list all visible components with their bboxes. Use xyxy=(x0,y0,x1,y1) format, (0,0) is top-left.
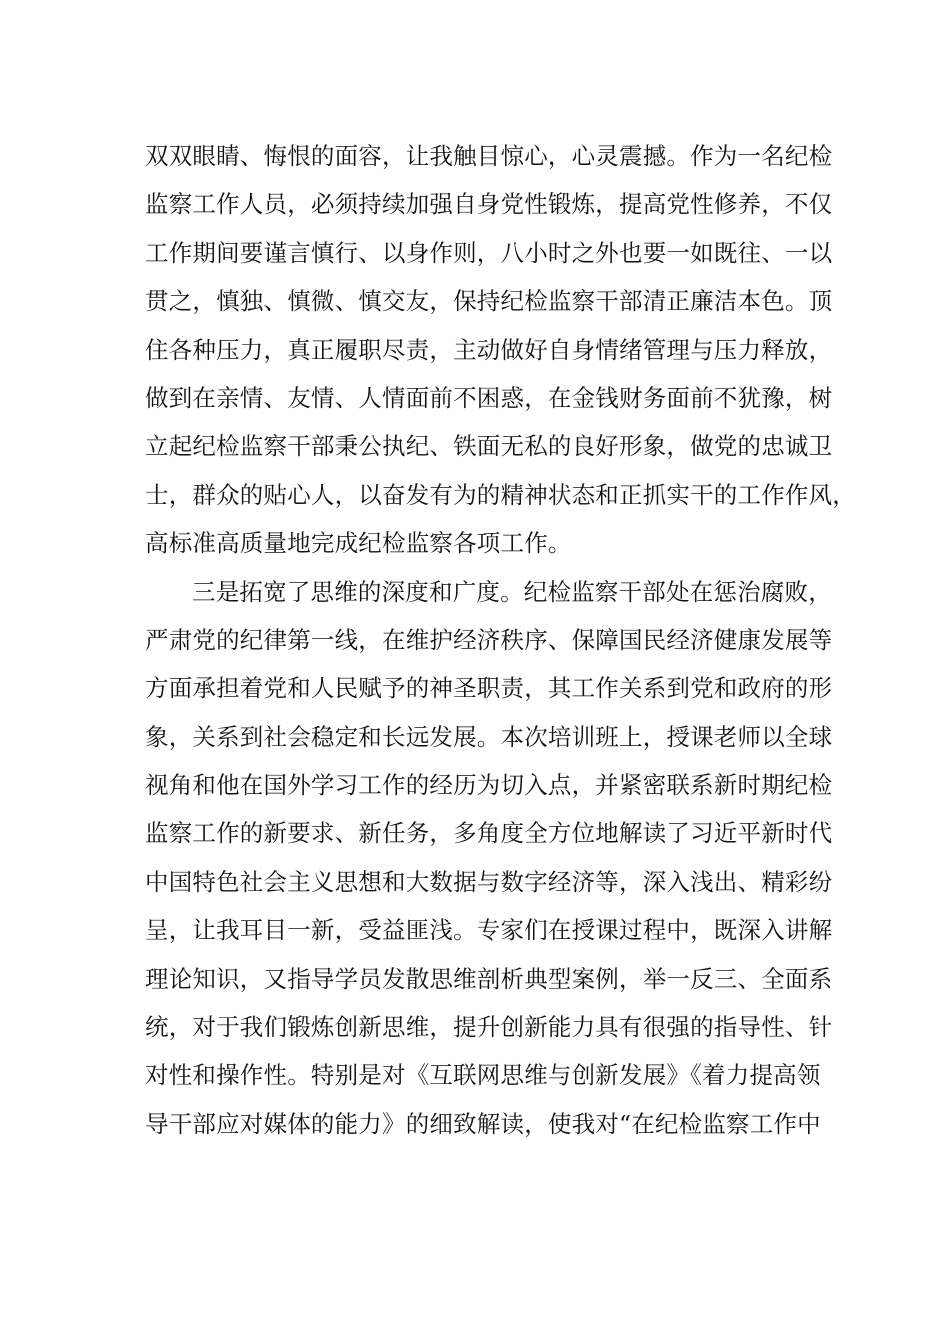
text-line: 导干部应对媒体的能力》的细致解读，使我对“在纪检监察工作中 xyxy=(145,1109,821,1138)
text-line: 士，群众的贴心人，以奋发有为的精神状态和正抓实干的工作作风， xyxy=(145,480,856,509)
paragraph-start-line: 三是拓宽了思维的深度和广度。纪检监察干部处在惩治腐败， xyxy=(192,577,832,606)
text-line: 高标准高质量地完成纪检监察各项工作。 xyxy=(145,529,572,558)
text-line: 理论知识，又指导学员发散思维剖析典型案例，举一反三、全面系 xyxy=(145,964,833,993)
text-line: 象，关系到社会稳定和长远发展。本次培训班上，授课老师以全球 xyxy=(145,722,833,751)
text-line: 监察工作的新要求、新任务，多角度全方位地解读了习近平新时代 xyxy=(145,819,833,848)
text-line: 双双眼睛、悔恨的面容，让我触目惊心，心灵震撼。作为一名纪检 xyxy=(145,142,833,170)
text-line: 方面承担着党和人民赋予的神圣职责，其工作关系到党和政府的形 xyxy=(145,674,833,703)
text-line: 中国特色社会主义思想和大数据与数字经济等，深入浅出、精彩纷 xyxy=(145,867,833,896)
text-line: 住各种压力，真正履职尽责，主动做好自身情绪管理与压力释放， xyxy=(145,335,833,364)
text-line: 立起纪检监察干部秉公执纪、铁面无私的良好形象，做党的忠诚卫 xyxy=(145,432,833,461)
text-line: 贯之，慎独、慎微、慎交友，保持纪检监察干部清正廉洁本色。顶 xyxy=(145,287,833,316)
body-text xyxy=(145,132,856,1148)
text-line: 统，对于我们锻炼创新思维，提升创新能力具有很强的指导性、针 xyxy=(145,1013,833,1042)
text-line: 监察工作人员，必须持续加强自身党性锻炼，提高党性修养，不仅 xyxy=(145,190,833,219)
text-line: 呈，让我耳目一新，受益匪浅。专家们在授课过程中，既深入讲解 xyxy=(145,916,833,945)
text-line: 做到在亲情、友情、人情面前不困惑，在金钱财务面前不犹豫，树 xyxy=(145,383,833,412)
text-line: 工作期间要谨言慎行、以身作则，八小时之外也要一如既往、一以 xyxy=(145,238,833,267)
text-line: 对性和操作性。特别是对《互联网思维与创新发展》《着力提高领 xyxy=(145,1061,821,1090)
text-line: 视角和他在国外学习工作的经历为切入点，并紧密联系新时期纪检 xyxy=(145,771,833,800)
text-line: 严肃党的纪律第一线，在维护经济秩序、保障国民经济健康发展等 xyxy=(145,625,833,654)
